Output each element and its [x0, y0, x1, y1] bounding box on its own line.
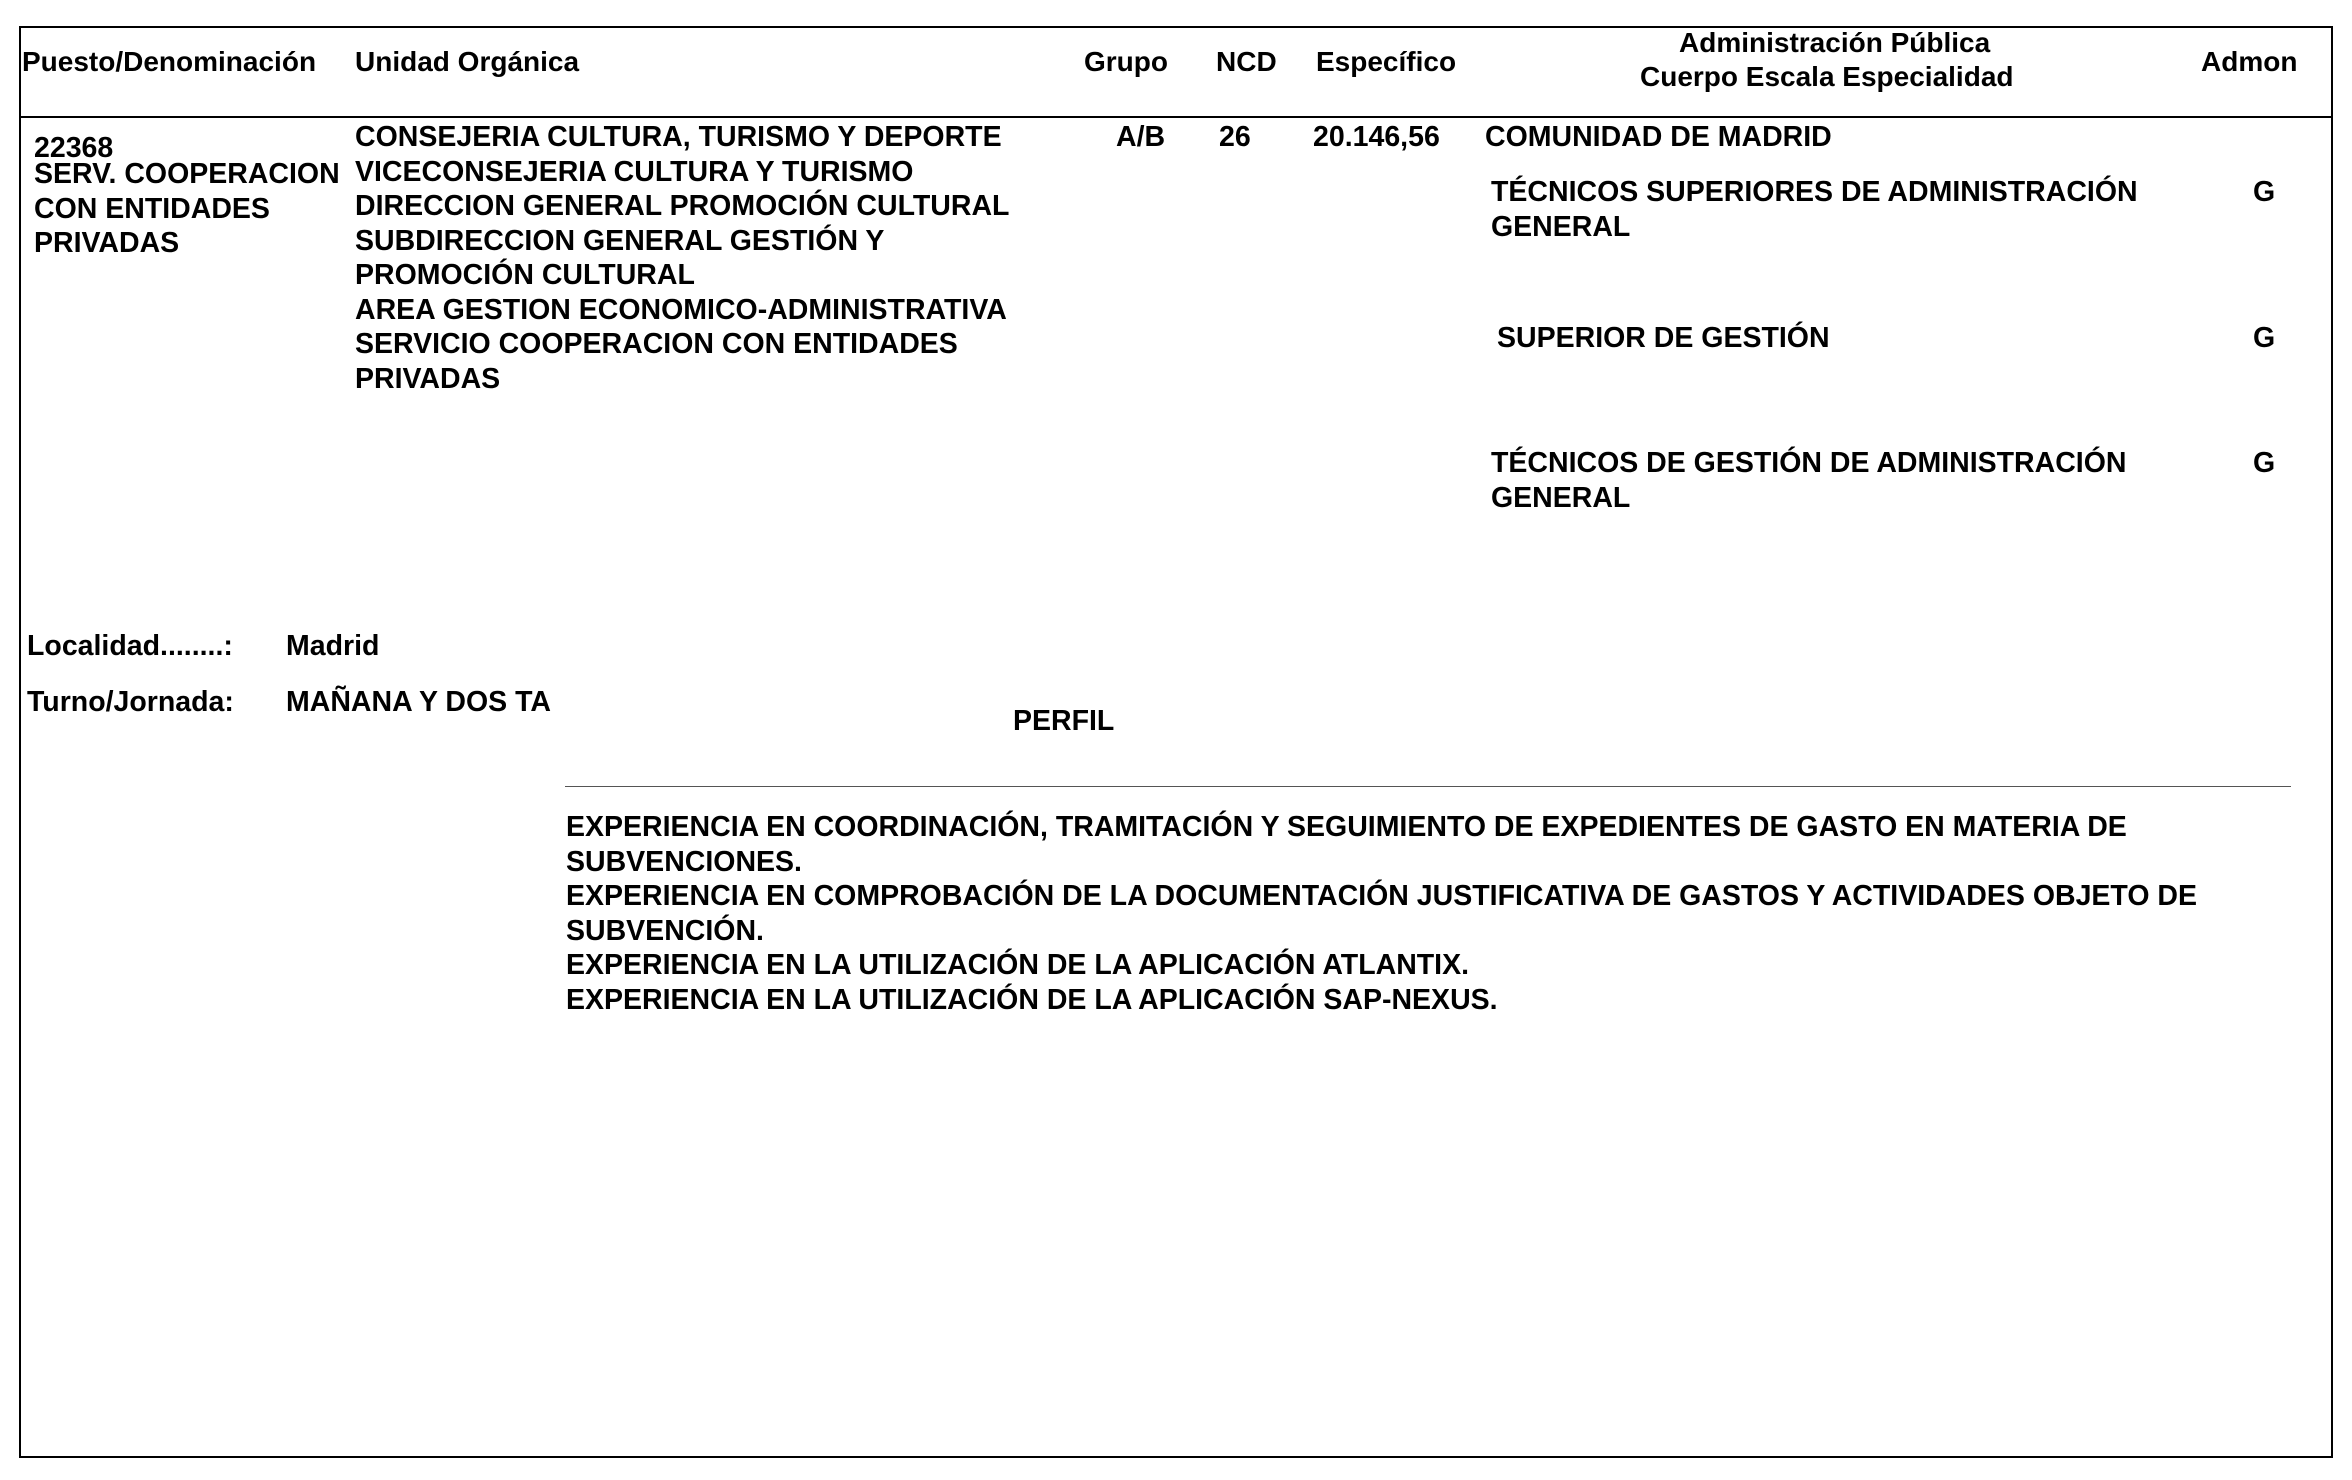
cuerpo-line: GENERAL	[1491, 481, 1631, 514]
turno-label: Turno/Jornada:	[27, 686, 234, 718]
header-admon: Admon	[2201, 46, 2298, 77]
unidad-organica	[355, 120, 1009, 396]
header-puesto: Puesto/Denominación	[22, 46, 317, 77]
header-admin-publica: Administración Pública	[1679, 27, 1991, 58]
unidad-line: AREA GESTION ECONOMICO-ADMINISTRATIVA	[355, 293, 1007, 326]
cuerpo-line: GENERAL	[1491, 210, 1631, 243]
cuerpo-line: TÉCNICOS SUPERIORES DE ADMINISTRACIÓN	[1491, 176, 2138, 208]
administracion-value: COMUNIDAD DE MADRID	[1485, 121, 1832, 153]
localidad-value: Madrid	[286, 630, 380, 662]
especifico-value: 20.146,56	[1313, 121, 1440, 153]
denominacion-line: SERV. COOPERACION	[34, 158, 340, 190]
unidad-line: DIRECCION GENERAL PROMOCIÓN CULTURAL	[355, 190, 1010, 222]
unidad-line: SERVICIO COOPERACION CON ENTIDADES	[355, 328, 958, 360]
grupo-value: A/B	[1116, 121, 1166, 153]
localidad-label: Localidad........:	[27, 630, 233, 662]
unidad-line: PROMOCIÓN CULTURAL	[355, 259, 695, 291]
unidad-line: PRIVADAS	[355, 362, 501, 395]
header-grupo: Grupo	[1084, 46, 1168, 77]
header-divider	[19, 116, 2333, 118]
denominacion-line: CON ENTIDADES	[34, 192, 270, 225]
perfil-title: PERFIL	[1013, 705, 1115, 737]
puesto-denominacion-text	[34, 157, 340, 261]
perfil-text	[566, 810, 2197, 1017]
turno-value: MAÑANA Y DOS TA	[286, 686, 551, 718]
perfil-line: SUBVENCIÓN.	[566, 914, 764, 947]
ncd-value: 26	[1219, 121, 1251, 153]
cuerpo-3-admon: G	[2253, 447, 2276, 479]
cuerpo-2-admon: G	[2253, 322, 2276, 354]
perfil-line: EXPERIENCIA EN LA UTILIZACIÓN DE LA APLICACIÓN SAP-NEXUS.	[566, 983, 1498, 1016]
perfil-line: SUBVENCIONES.	[566, 845, 802, 878]
perfil-line: EXPERIENCIA EN COORDINACIÓN, TRAMITACIÓN Y SEGUIMIENTO DE EXPEDIENTES DE GASTO EN MATERIA DE	[566, 811, 2127, 843]
perfil-line: EXPERIENCIA EN LA UTILIZACIÓN DE LA APLICACIÓN ATLANTIX.	[566, 949, 1470, 981]
header-ncd: NCD	[1216, 46, 1277, 77]
puesto-codigo: 22368	[34, 132, 114, 164]
unidad-line: CONSEJERIA CULTURA, TURISMO Y DEPORTE	[355, 121, 1002, 153]
cuerpo-1-admon: G	[2253, 176, 2276, 208]
perfil-line: EXPERIENCIA EN COMPROBACIÓN DE LA DOCUMENTACIÓN JUSTIFICATIVA DE GASTOS Y ACTIVIDADES OBJETO DE	[566, 880, 2197, 912]
header-cuerpo-escala: Cuerpo Escala Especialidad	[1640, 61, 2014, 92]
cuerpo-line: TÉCNICOS DE GESTIÓN DE ADMINISTRACIÓN	[1491, 447, 2127, 479]
perfil-divider	[565, 786, 2291, 787]
unidad-line: SUBDIRECCION GENERAL GESTIÓN Y	[355, 224, 885, 257]
header-unidad: Unidad Orgánica	[355, 46, 580, 77]
denominacion-line: PRIVADAS	[34, 227, 180, 259]
unidad-line: VICECONSEJERIA CULTURA Y TURISMO	[355, 155, 914, 188]
header-especifico: Específico	[1316, 46, 1457, 77]
cuerpo-1	[1491, 175, 2138, 244]
cuerpo-2: SUPERIOR DE GESTIÓN	[1497, 322, 1830, 354]
cuerpo-3	[1491, 446, 2126, 515]
